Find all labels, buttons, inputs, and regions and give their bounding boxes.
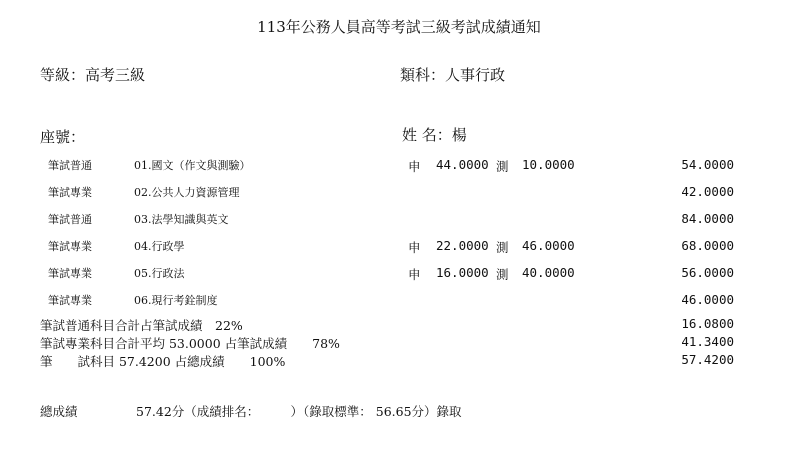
subject-total-score: 56.0000 bbox=[681, 265, 734, 280]
subject-score-test: 46.0000 bbox=[522, 238, 575, 253]
subject-name: 04.行政學 bbox=[134, 240, 185, 253]
final-label: 總成績 bbox=[40, 404, 78, 419]
subject-name: 03.法學知識與英文 bbox=[134, 213, 229, 226]
subject-total-score: 68.0000 bbox=[681, 238, 734, 253]
subject-flag-apply: 申 bbox=[408, 159, 421, 174]
exam-category: 類科：人事行政 bbox=[400, 66, 506, 84]
summary-value: 16.0800 bbox=[681, 316, 734, 331]
summary-text: 筆試普通科目合計占筆試成績 22% bbox=[40, 318, 243, 333]
subject-score-essay: 44.0000 bbox=[436, 157, 489, 172]
subject-type: 筆試普通 bbox=[48, 213, 92, 226]
subject-total-score: 54.0000 bbox=[681, 157, 734, 172]
subject-name: 06.現行考銓制度 bbox=[134, 294, 218, 307]
subject-type: 筆試專業 bbox=[48, 186, 92, 199]
candidate-name: 姓 名：楊 bbox=[402, 126, 467, 144]
subject-total-score: 84.0000 bbox=[681, 211, 734, 226]
seat-number: 座號： bbox=[40, 128, 86, 146]
subject-score-essay: 22.0000 bbox=[436, 238, 489, 253]
summary-value: 41.3400 bbox=[681, 334, 734, 349]
subject-flag-apply: 申 bbox=[408, 267, 421, 282]
subject-score-test: 40.0000 bbox=[522, 265, 575, 280]
exam-grade: 等級：高考三級 bbox=[40, 66, 146, 84]
subject-type: 筆試專業 bbox=[48, 267, 92, 280]
subject-score-essay: 16.0000 bbox=[436, 265, 489, 280]
subject-type: 筆試專業 bbox=[48, 294, 92, 307]
final-result: 57.42分（成績排名： ）（錄取標準： 56.65分）錄取 bbox=[136, 404, 462, 419]
subject-type: 筆試專業 bbox=[48, 240, 92, 253]
subject-name: 01.國文（作文與測驗） bbox=[134, 159, 251, 172]
subject-total-score: 42.0000 bbox=[681, 184, 734, 199]
subject-total-score: 46.0000 bbox=[681, 292, 734, 307]
subject-flag-test: 測 bbox=[496, 159, 509, 174]
page-title: 113年公務人員高等考試三級考試成績通知 bbox=[257, 18, 541, 36]
subject-name: 02.公共人力資源管理 bbox=[134, 186, 240, 199]
subject-flag-apply: 申 bbox=[408, 240, 421, 255]
subject-score-test: 10.0000 bbox=[522, 157, 575, 172]
subject-type: 筆試普通 bbox=[48, 159, 92, 172]
subject-name: 05.行政法 bbox=[134, 267, 185, 280]
subject-flag-test: 測 bbox=[496, 267, 509, 282]
summary-text: 筆試專業科目合計平均 53.0000 占筆試成績 78% bbox=[40, 336, 340, 351]
subject-flag-test: 測 bbox=[496, 240, 509, 255]
summary-value: 57.4200 bbox=[681, 352, 734, 367]
summary-text: 筆 試科目 57.4200 占總成績 100% bbox=[40, 354, 286, 369]
